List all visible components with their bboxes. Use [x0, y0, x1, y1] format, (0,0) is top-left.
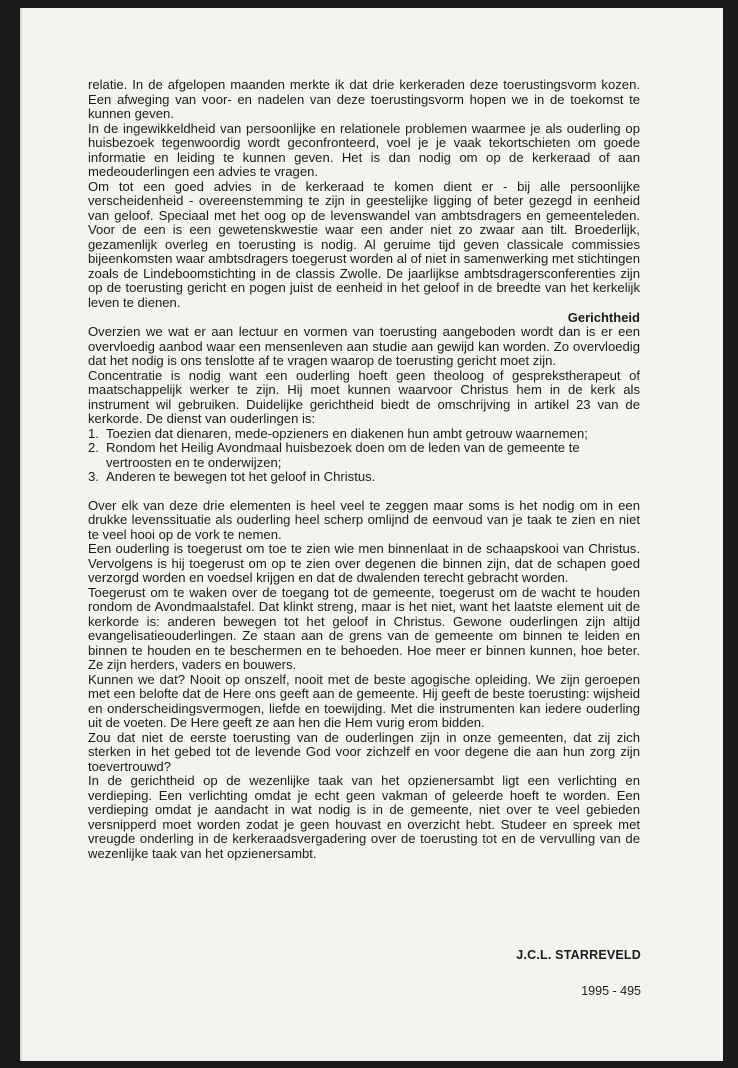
paragraph: In de gerichtheid op de wezenlijke taak van het opzienersambt ligt een verlichting en verdieping. Een verlichting omdat je echt geen vakman of geleerde hoeft te worden. Een verdieping omdat je aandacht in wat nodig is in de gemeente, niet over te veel gebieden versnipperd moet worden zodat je geen houvast en overzicht hebt. Studeer en spreek met vreugde onderling in de kerkeraadsvergadering over de toerusting tot en de vervulling van de wezenlijke taak van het opzienersambt.: [88, 773, 640, 861]
paragraph: Over elk van deze drie elementen is heel veel te zeggen maar soms is het nodig om in een drukke levenssituatie als ouderling heel scherp omlijnd de eenvoud van je taak te zien en niet te veel hooi op de vork te nemen.: [88, 497, 640, 542]
paragraph: Om tot een goed advies in de kerkeraad te komen dient er - bij alle persoonlijke verscheidenheid - overeenstemming te zijn in geestelijke ligging of beter gezegd in eenheid van geloof. Speciaal met het oog op de levenswandel van ambtsdragers en gemeenteleden. Voor de een is een gewetenskwestie waar een ander niet zo zwaar aan tilt. Broederlijk, gezamenlijk overleg en toerusting is nodig. Al geruime tijd geven classicale commissies bijeenkomsten waar ambtsdragers toegerust worden al of niet in samenwerking met stichtingen zoals de Lindeboomstichting in de classis Zwolle. De jaarlijkse ambtsdragersconferenties zijn op de toerusting gericht en pogen juist de eenheid in het geloof in de breedte van het kerkelijk leven te dienen.: [88, 178, 640, 310]
list-item-text: Anderen te bewegen tot het geloof in Christus.: [106, 469, 376, 484]
paragraph: In de ingewikkeldheid van persoonlijke en relationele problemen waarmee je als ouderling op huisbezoek tegenwoordig wordt geconfronteerd, voel je je vaak tekortschieten om goede informatie en leiding te kunnen geven. Het is dan nodig om op de kerkeraad of aan medeouderlingen een advies te vragen.: [88, 120, 640, 179]
page-sheet: [20, 8, 723, 1061]
author-signature: J.C.L. STARREVELD: [516, 948, 641, 962]
article-body: [88, 78, 640, 861]
paragraph: Een ouderling is toegerust om toe te zien wie men binnenlaat in de schaapskooi van Christus. Vervolgens is hij toegerust om op te zien over degenen die binnen zijn, dat de schapen goed verzorgd worden en voedsel krijgen en dat de dwalenden terecht gebracht worden.: [88, 541, 640, 585]
list-item-number: 2.: [88, 440, 99, 455]
list-item-number: 3.: [88, 469, 99, 484]
page-number: 1995 - 495: [581, 984, 641, 998]
paragraph: Kunnen we dat? Nooit op onszelf, nooit met de beste agogische opleiding. We zijn geroepen met een belofte dat de Here ons geeft aan de gemeente. Hij geeft de beste toerusting: wijsheid en onderscheidingsvermogen, liefde en toewijding. Met die instrumenten kan iedere ouderling uit de voeten. De Here geeft ze aan hen die Hem vurig erom bidden.: [88, 671, 640, 730]
paragraph: Toegerust om te waken over de toegang tot de gemeente, toegerust om de wacht te houden rondom de Avondmaalstafel. Dat klinkt streng, maar is het niet, want het laatste element uit de kerkorde is: anderen bewegen tot het geloof in Christus. Gewone ouderlingen zijn altijd evangelisatieouderlingen. Ze staan aan de grens van de gemeente om binnen te leiden en binnen te houden en te beschermen en te behoeden. Hoe meer er binnen kunnen, hoe beter. Ze zijn herders, vaders en bouwers.: [88, 584, 640, 672]
paragraph: Concentratie is nodig want een ouderling hoeft geen theoloog of gesprekstherapeut of maatschappelijk werker te zijn. Hij moet kunnen waarvoor Christus hem in de kerk als instrument wil gebruiken. Duidelijke gerichtheid biedt de omschrijving in artikel 23 van de kerkorde. De dienst van ouderlingen is:: [88, 367, 640, 426]
duties-list: [88, 427, 640, 485]
paragraph: relatie. In de afgelopen maanden merkte ik dat drie kerkeraden deze toerustingsvorm kozen. Een afweging van voor- en nadelen van deze toerustingsvorm hopen we in de toekomst te kunnen geven.: [88, 77, 640, 121]
list-item: [88, 470, 640, 485]
list-item-text: Rondom het Heilig Avondmaal huisbezoek doen om de leden van de gemeente te vertroosten en te onderwijzen;: [106, 440, 580, 470]
list-item: [88, 441, 640, 470]
list-item-text: Toezien dat dienaren, mede-opzieners en diakenen hun ambt getrouw waarnemen;: [106, 425, 588, 441]
paragraph: Zou dat niet de eerste toerusting van de ouderlingen zijn in onze gemeenten, dat zij zich sterken in het gebed tot de levende God voor zichzelf en voor degene die aan hun zorg zijn toevertrouwd?: [88, 729, 640, 774]
list-item-number: 1.: [88, 425, 99, 441]
list-item: [88, 427, 640, 442]
paragraph: Overzien we wat er aan lectuur en vormen van toerusting aangeboden wordt dan is er een overvloedig aanbod waar een mensenleven aan studie aan gewijd kan worden. Zo overvloedig dat het nodig is ons tenslotte af te vragen waarop de toerusting gericht moet zijn.: [88, 324, 640, 368]
section-heading: Gerichtheid: [567, 310, 640, 325]
